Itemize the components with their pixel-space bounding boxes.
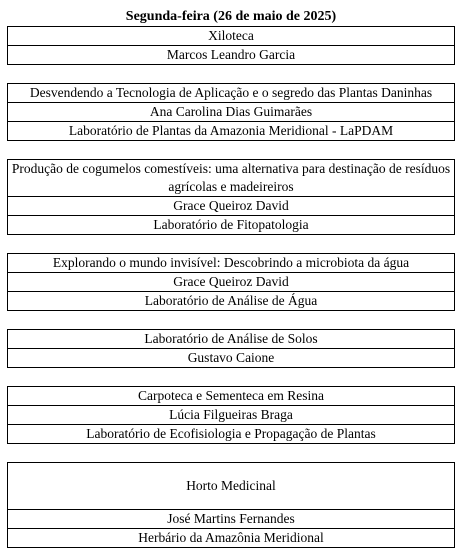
activity-title: Xiloteca bbox=[208, 28, 254, 43]
presenter-name: Gustavo Caione bbox=[8, 348, 454, 367]
row-gap bbox=[7, 235, 455, 253]
presenter-name: Ana Carolina Dias Guimarães bbox=[8, 102, 454, 121]
activity-title: Horto Medicinal bbox=[186, 478, 276, 493]
row-gap bbox=[7, 444, 455, 462]
lab-name: Laboratório de Plantas da Amazonia Meridional - LaPDAM bbox=[8, 121, 454, 140]
row-gap bbox=[7, 65, 455, 83]
activity-title: Laboratório de Análise de Solos bbox=[144, 331, 318, 346]
lab-name: Laboratório de Análise de Água bbox=[8, 291, 454, 310]
row-gap bbox=[7, 141, 455, 159]
schedule-block-2 bbox=[7, 83, 455, 141]
lab-name: Laboratório de Ecofisiologia e Propagação de Plantas bbox=[8, 424, 454, 443]
presenter-name: José Martins Fernandes bbox=[8, 509, 454, 528]
lab-name: Herbário da Amazônia Meridional bbox=[8, 528, 454, 547]
schedule-block-5 bbox=[7, 329, 455, 368]
schedule-block-4 bbox=[7, 253, 455, 311]
presenter-name: Marcos Leandro Garcia bbox=[8, 45, 454, 64]
schedule-block-1 bbox=[7, 26, 455, 65]
presenter-name: Lúcia Filgueiras Braga bbox=[8, 405, 454, 424]
schedule-block-7 bbox=[7, 462, 455, 548]
schedule-sheet bbox=[7, 7, 455, 548]
lab-name: Laboratório de Fitopatologia bbox=[8, 215, 454, 234]
activity-title: Produção de cogumelos comestíveis: uma alternativa para destinação de resíduos agrícolas e madeireiros bbox=[11, 161, 451, 194]
presenter-name: Grace Queiroz David bbox=[8, 272, 454, 291]
page-title: Segunda-feira (26 de maio de 2025) bbox=[125, 9, 337, 24]
presenter-name: Grace Queiroz David bbox=[8, 196, 454, 215]
activity-title: Desvendendo a Tecnologia de Aplicação e o segredo das Plantas Daninhas bbox=[29, 85, 433, 100]
activity-title: Explorando o mundo invisível: Descobrindo a microbiota da água bbox=[52, 255, 410, 270]
schedule-block-6 bbox=[7, 386, 455, 444]
schedule-block-3 bbox=[7, 159, 455, 235]
activity-title: Carpoteca e Sementeca em Resina bbox=[138, 388, 324, 403]
row-gap bbox=[7, 368, 455, 386]
row-gap bbox=[7, 311, 455, 329]
